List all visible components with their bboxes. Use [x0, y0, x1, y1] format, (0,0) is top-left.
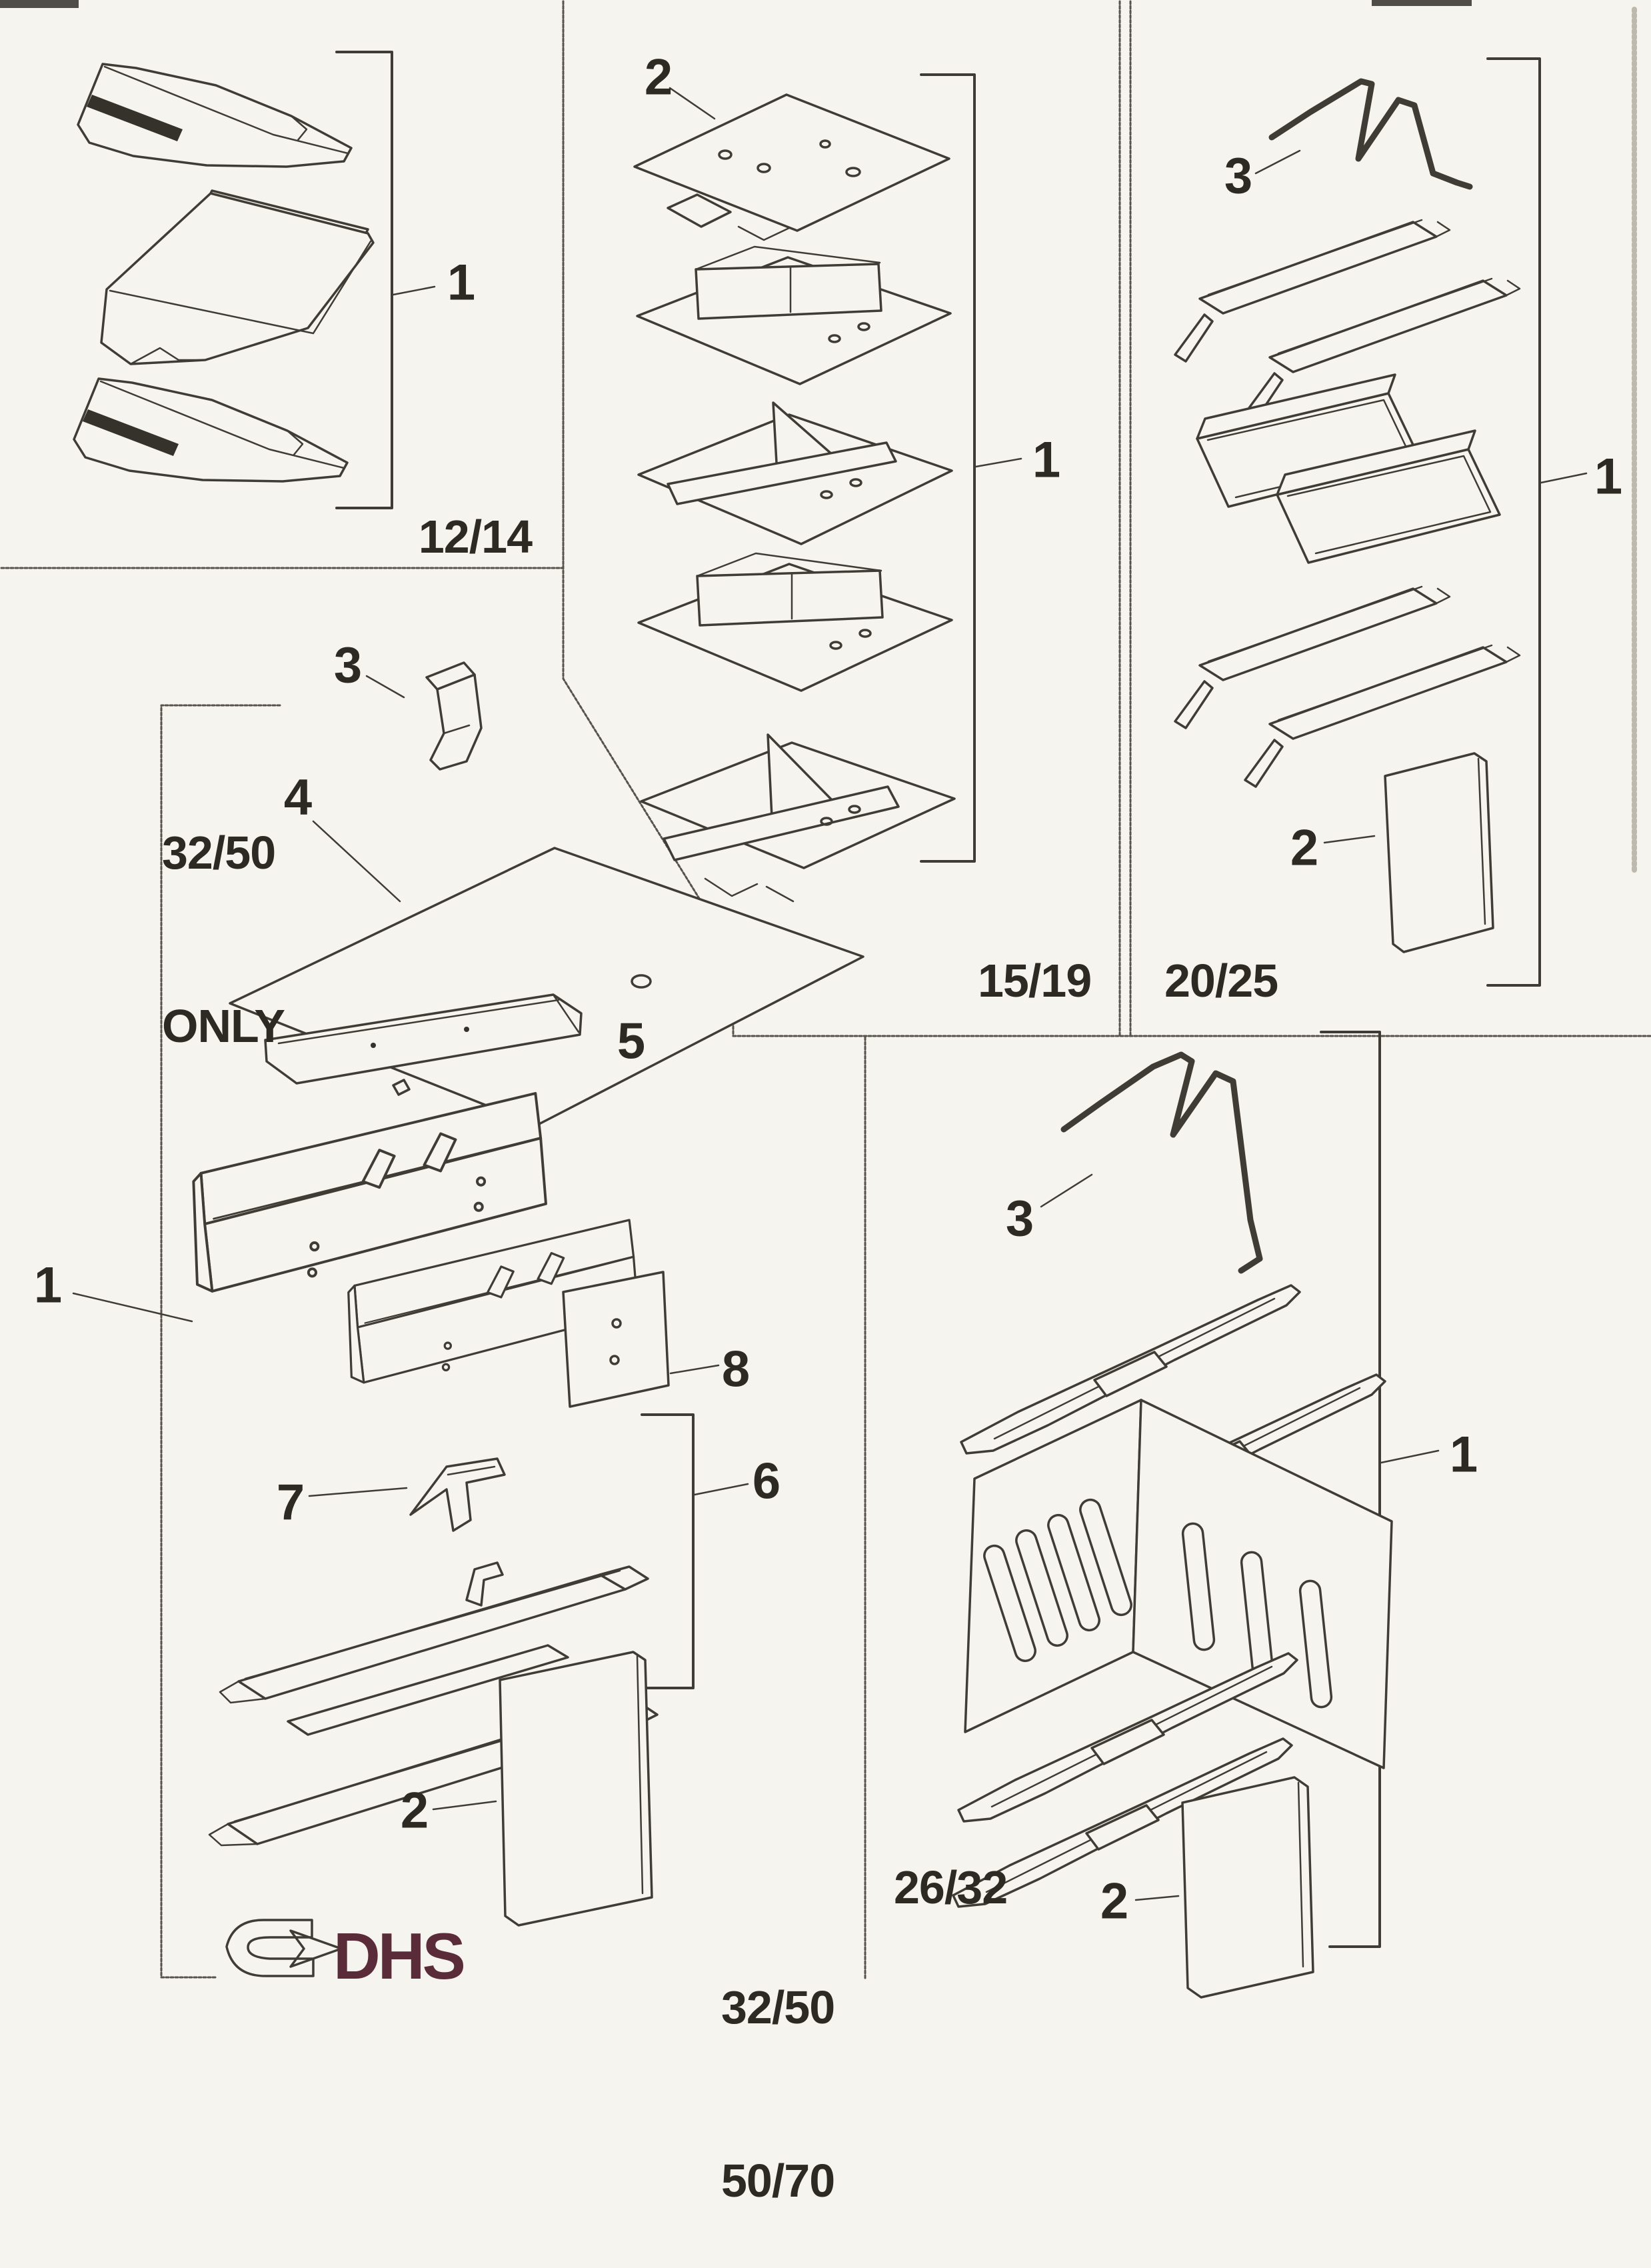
callout-20-25-3: 3 [1224, 147, 1253, 205]
part-2632-plate2 [1182, 1777, 1313, 1997]
callout-20-25-2: 2 [1290, 819, 1319, 877]
part-3250-box8-pair [193, 1093, 669, 1407]
callout-32-50-7: 7 [276, 1474, 305, 1531]
callout-26-32-2: 2 [1100, 1873, 1129, 1930]
panel-label-32-50-50-70-line2: 50/70 [721, 2154, 835, 2207]
callout-26-32-1: 1 [1449, 1426, 1478, 1483]
panel-label-32-50-50-70-line1: 32/50 [721, 1981, 835, 2033]
part-1519-wedge-2 [639, 403, 952, 544]
part-2025-zigzag-wire [1272, 81, 1470, 187]
panel-label-32-50-only-line1: 32/50 [162, 826, 276, 879]
callout-32-50-5: 5 [617, 1013, 646, 1070]
part-1519-plate [635, 95, 949, 240]
callout-26-32-3: 3 [1005, 1190, 1034, 1247]
part-3250-clip3 [427, 663, 481, 769]
callout-32-50-4: 4 [283, 769, 313, 826]
callout-32-50-3: 3 [333, 637, 363, 694]
part-1214-blade-top [78, 64, 351, 167]
part-3250-plate2 [500, 1652, 652, 1925]
part-1519-wedge-3 [639, 553, 952, 691]
callout-15-19-2: 2 [644, 49, 673, 106]
panel-label-32-50-only-line2: ONLY [162, 999, 285, 1052]
dhs-logo [235, 1915, 515, 2001]
callout-32-50-8: 8 [721, 1341, 751, 1398]
callout-20-25-1: 1 [1594, 448, 1623, 505]
dhs-logo-text: DHS [333, 1919, 463, 1993]
panel-label-20-25: 20/25 [1164, 955, 1278, 1007]
panel-label-12-14: 12/14 [418, 511, 532, 563]
part-1214-chute [101, 191, 373, 364]
callout-32-50-1: 1 [33, 1257, 63, 1314]
part-1214-blade-bottom [74, 379, 347, 481]
callout-32-50-2: 2 [400, 1782, 429, 1839]
bracket-32-50-part6 [642, 1415, 693, 1688]
callout-32-50-6: 6 [752, 1453, 781, 1510]
part-1519-wedge-4 [641, 735, 954, 901]
part-2632-zigzag-wire [1064, 1055, 1260, 1271]
bracket-20-25 [1488, 59, 1540, 985]
part-3250-clip7 [411, 1459, 505, 1531]
part-2025-tray-pair [1197, 375, 1500, 563]
part-3250-plate4 [230, 848, 863, 1125]
panel-label-15-19: 15/19 [978, 955, 1092, 1007]
bracket-26-32 [1321, 1032, 1380, 1947]
callout-12-14-1: 1 [447, 254, 476, 311]
part-2025-plate [1385, 753, 1493, 952]
part-1519-wedge-1 [637, 247, 950, 384]
panel-label-26-32: 26/32 [894, 1861, 1008, 1913]
callout-15-19-1: 1 [1032, 431, 1061, 489]
